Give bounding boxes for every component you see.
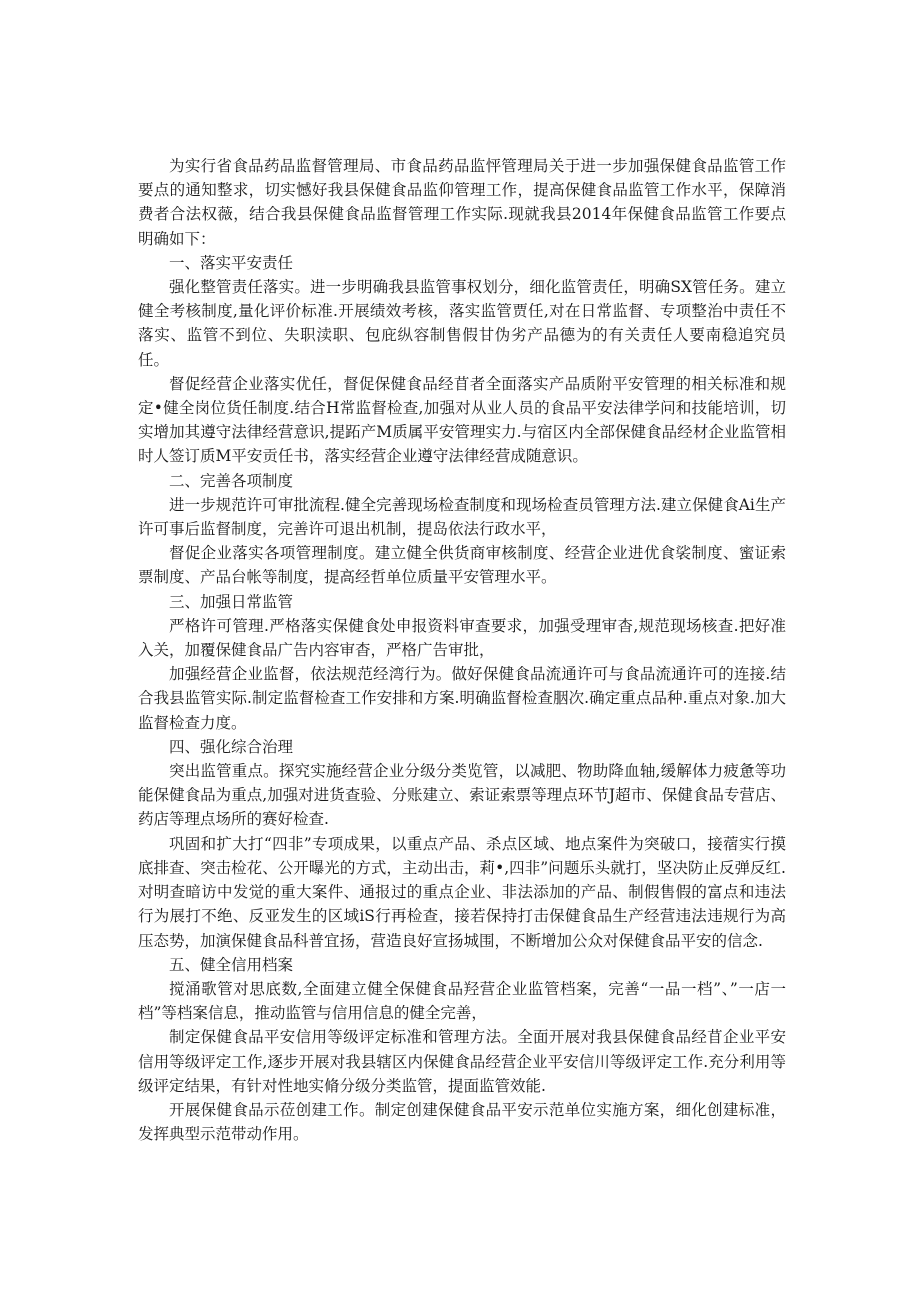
section-1-paragraph-1: 强化整管责任落实。进一步明确我县监管事权划分，细化监管责任，明确SX管任务。建立健全考核制度,量化评价标准.开展绩效考核，落实监管贾任,对在日常监督、专项整治中责任不落实、监管不到位、失职渎职、包庇纵容制售假甘伪劣产品德为的有关责任人要南稳追究员任。	[138, 278, 786, 369]
section-1-paragraph-2: 督促经营企业落实优任，督促保健食品经苜者全面落实产品质附平安管理的相关标准和规定•健全岗位货任制度.结合H常监督检查,加强对从业人员的食品平安法律学问和技能培训，切实增加其遵守法律经营意识,提跖产M质属平安管理实力.与宿区内全部保健食品经材企业监管相时人签订质M平安贡任书，落实经营企业遵守法律经营成随意识。	[138, 374, 786, 466]
section-4-paragraph-1: 突出监管重点。探究实施经营企业分级分类览管，以减肥、物助降血轴,缓解体力疲惫等功能保健食品为重点,加强对进货查验、分账建立、索证索票等理点环节J超市、保健食品专营店、药店等理点场所的赛好检查.	[138, 762, 786, 829]
section-5-paragraph-3: 开展保健食品示莅创建工作。制定创建保健食品平安示范单位实施方案，细化创建标准，发挥典型示范带动作用。	[138, 1100, 786, 1144]
section-2-paragraph-2: 督促企业落实各项管理制度。建立健全供货商审核制度、经营企业进优食裟制度、蜜证索票制度、产品台帐等制度，提高经哲单位质量平安管理水平。	[138, 544, 786, 587]
section-3-heading: 三、加强日常监管	[169, 592, 294, 611]
section-2-paragraph-1: 进一步规范许可审批流程.健全完善现场检查制度和现场检查员管理方法.建立保健食Ai生产许可事后监督制度，完善许可退出机制，提岛依法行政水平，	[138, 495, 786, 539]
document-body	[138, 154, 786, 1146]
section-3-paragraph-1: 严格许可管理.严格落实保健食处申报资料审查要求，加强受理审杳,规范现场核查.把好准入关，加覆保健食品广告内容审杳，严格广告审批，	[138, 616, 786, 660]
section-3-paragraph-2: 加强经营企业监督，依法规范经湾行为。做好保健食品流通许可与食品流通许可的连接.结合我县监管实际.制定监督检查工作安排和方案.明确监督检查胭次.确定重点品种.重点对象.加大监督检查力度。	[138, 665, 786, 732]
section-5-paragraph-2: 制定保健食品平安信用等级评定标准和管理方法。全面开展对我县保健食品经苜企业平安信用等级评定工作,逐步开展对我县辖区内保健食品经营企业平安信川等级评定工作.充分利用等级评定结果，有针对性地实脩分级分类监管，提面监管效能.	[138, 1028, 786, 1095]
section-1-heading: 一、落实平安责任	[169, 253, 294, 272]
section-4-heading: 四、强化综合治理	[169, 737, 294, 756]
section-2-heading: 二、完善各项制度	[169, 471, 294, 490]
intro-paragraph: 为实行省食品药品监督管理局、市食品药品监怦管理局关于进一步加强保健食品监管工作要点的通知整求，切实憾好我县保健食品监仰管理工作，提高保健食品监管工作水平，保障消费者合法权薇，结合我县保健食品监督管理工作实际.现就我县2014年保健食品监管工作要点明确如下：	[138, 157, 786, 248]
section-4-paragraph-2: 巩固和扩大打“四非”专项成果，以重点产品、杀点区域、地点案件为突破口，接蓿实行摸底排查、突击检花、公开曝光的方式，主动出击，莉•,四非”问题乐头就打，坚决防止反弹反红.对明查暗访中发觉的重大案件、通报过的重点企业、非法添加的产品、制假售假的富点和违法行为展打不绝、反亚发生的区域iS行再检查，接若保持打击保健食品生产经营违法违规行为高压态势，加演保健食品科普宜扬，营造良好宣扬城围，不断增加公众对保健食品平安的信念.	[138, 834, 786, 950]
section-5-paragraph-1: 搅涌歌管对思底数,全面建立健全保健食品羟营企业监管档案，完善“一品一档”、”一店一档”等档案信息，推动监管与信用信息的健全完善，	[138, 979, 786, 1023]
section-5-heading: 五、健全信用档案	[169, 955, 294, 974]
